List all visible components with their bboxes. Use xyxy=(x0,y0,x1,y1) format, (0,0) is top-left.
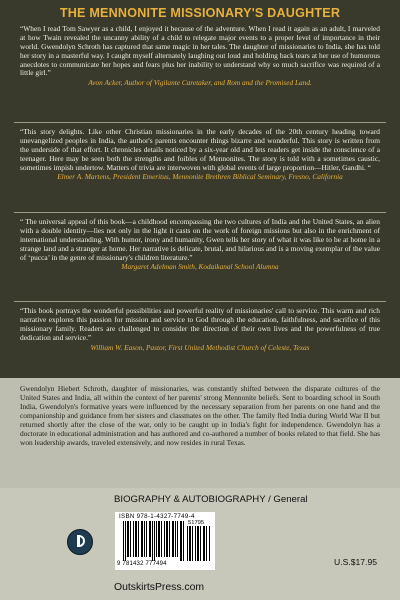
divider xyxy=(14,122,386,123)
quote-2 xyxy=(20,128,380,182)
barcode-area xyxy=(0,488,400,600)
isbn-text: ISBN 978-1-4327-7749-4 xyxy=(119,513,195,520)
quote-attribution: Elmer A. Martens, President Emeritus, Mennonite Brethren Biblical Seminary, Fresno, California xyxy=(57,172,343,182)
author-bio: Gwendolyn Hiebert Schroth, daughter of missionaries, was constantly shifted between the disparate cultures of the United States and India, all within the context of her parents' strong Mennonite beliefs. Sent to boarding school in South India, Gwendolyn's formative years were influenced by the necessary separation from her parents on one hand and the companionship and guidance from her sisters and classmates on the other. The family fled India during World War II but returned shortly after the close of the war, only to be caught up in India's fight for independence. Gwendolyn has a doctorate in educational administration and has authored and co-authored a number of books related to that field. She has won leadership awards, traveled extensively, and now resides in rural Texas. xyxy=(20,384,380,447)
book-title: THE MENNONITE MISSIONARY'S DAUGHTER xyxy=(59,6,341,20)
publisher-url: OutskirtsPress.com xyxy=(114,582,205,593)
category-label: BIOGRAPHY & AUTOBIOGRAPHY / General xyxy=(114,494,308,505)
divider xyxy=(14,212,386,213)
quote-1 xyxy=(20,25,380,88)
quote-text: “When I read Tom Sawyer as a child, I enjoyed it because of the adventure. When I read it again as an adult, I marveled at how Twain revealed the uncanny ability of a child to relegate major events to a proper level of importance in their world. Gwendolyn Schroth has captured that same magic in her tales. The daughter of missionaries to India, she has told her story in a masterful way. I caught myself alternately laughing out loud and holding back tears at her use of humorous anecdotes to communicate her hopes and fears plus her inability to understand why so much sacrifice was required of a little girl.” xyxy=(20,24,380,78)
author-bio-band xyxy=(0,378,400,488)
quote-4 xyxy=(20,307,380,352)
quote-text: “ The universal appeal of this book—a childhood encompassing the two cultures of India and the United States, an alien with a double identity—lies not only in the light it casts on the work of foreign missions but also in the enrichment of international understanding. With humor, irony and humanity, Gwen tells her story of what it was like to be at home in a strange land and a stranger at home. Her narrative is delicate, brutal, and hilarious and is a moving exemplar of the value of ‘pucca’ in the genre of missionary's children literature.” xyxy=(20,217,380,262)
barcode-bars-icon xyxy=(123,521,185,561)
quote-text: “This book portrays the wonderful possibilities and powerful reality of missionaries' call to service. This warm and rich narrative explores this passion for mission and service to God through the education, faithfulness, and sacrifice of this missionary family. Readers are challenged to consider the direction of their own lives and the powerfulness of true dedication and service.” xyxy=(20,306,380,342)
isbn-barcode xyxy=(115,512,215,570)
price-barcode-icon xyxy=(187,526,211,561)
barcode-digits: 9 781432 777494 xyxy=(117,561,167,567)
publisher-logo-icon xyxy=(67,529,93,555)
quote-attribution: William W. Eason, Pastor, First United Methodist Church of Celeste, Texas xyxy=(90,342,310,352)
quote-text: “This story delights. Like other Christian missionaries in the early decades of the 20th century heading toward unevangelized peoples in India, the author's parents encounter things bizarre and wonderful. This story is written from the underside of that effort. It chronicles details noticed by a six-year old and lets readers get inside the conscience of a teenager. Here may be seen both the strengths and foibles of Mennonites. The story is told with a sometimes caustic, sometimes impish undertow. Matters of trivia are interwoven with global events of large proportion—Hitler, Gandhi. “ xyxy=(20,127,380,172)
quote-attribution: Avon Acker, Author of Vigilante Caretaker, and Rom and the Promised Land. xyxy=(88,78,312,88)
quote-3 xyxy=(20,218,380,272)
divider xyxy=(14,301,386,302)
price-label: U.S.$17.95 xyxy=(334,557,377,567)
quote-attribution: Margaret Adelman Smith, Kodaikanal School Alumna xyxy=(121,262,279,272)
price-code: 51795 xyxy=(188,520,205,526)
